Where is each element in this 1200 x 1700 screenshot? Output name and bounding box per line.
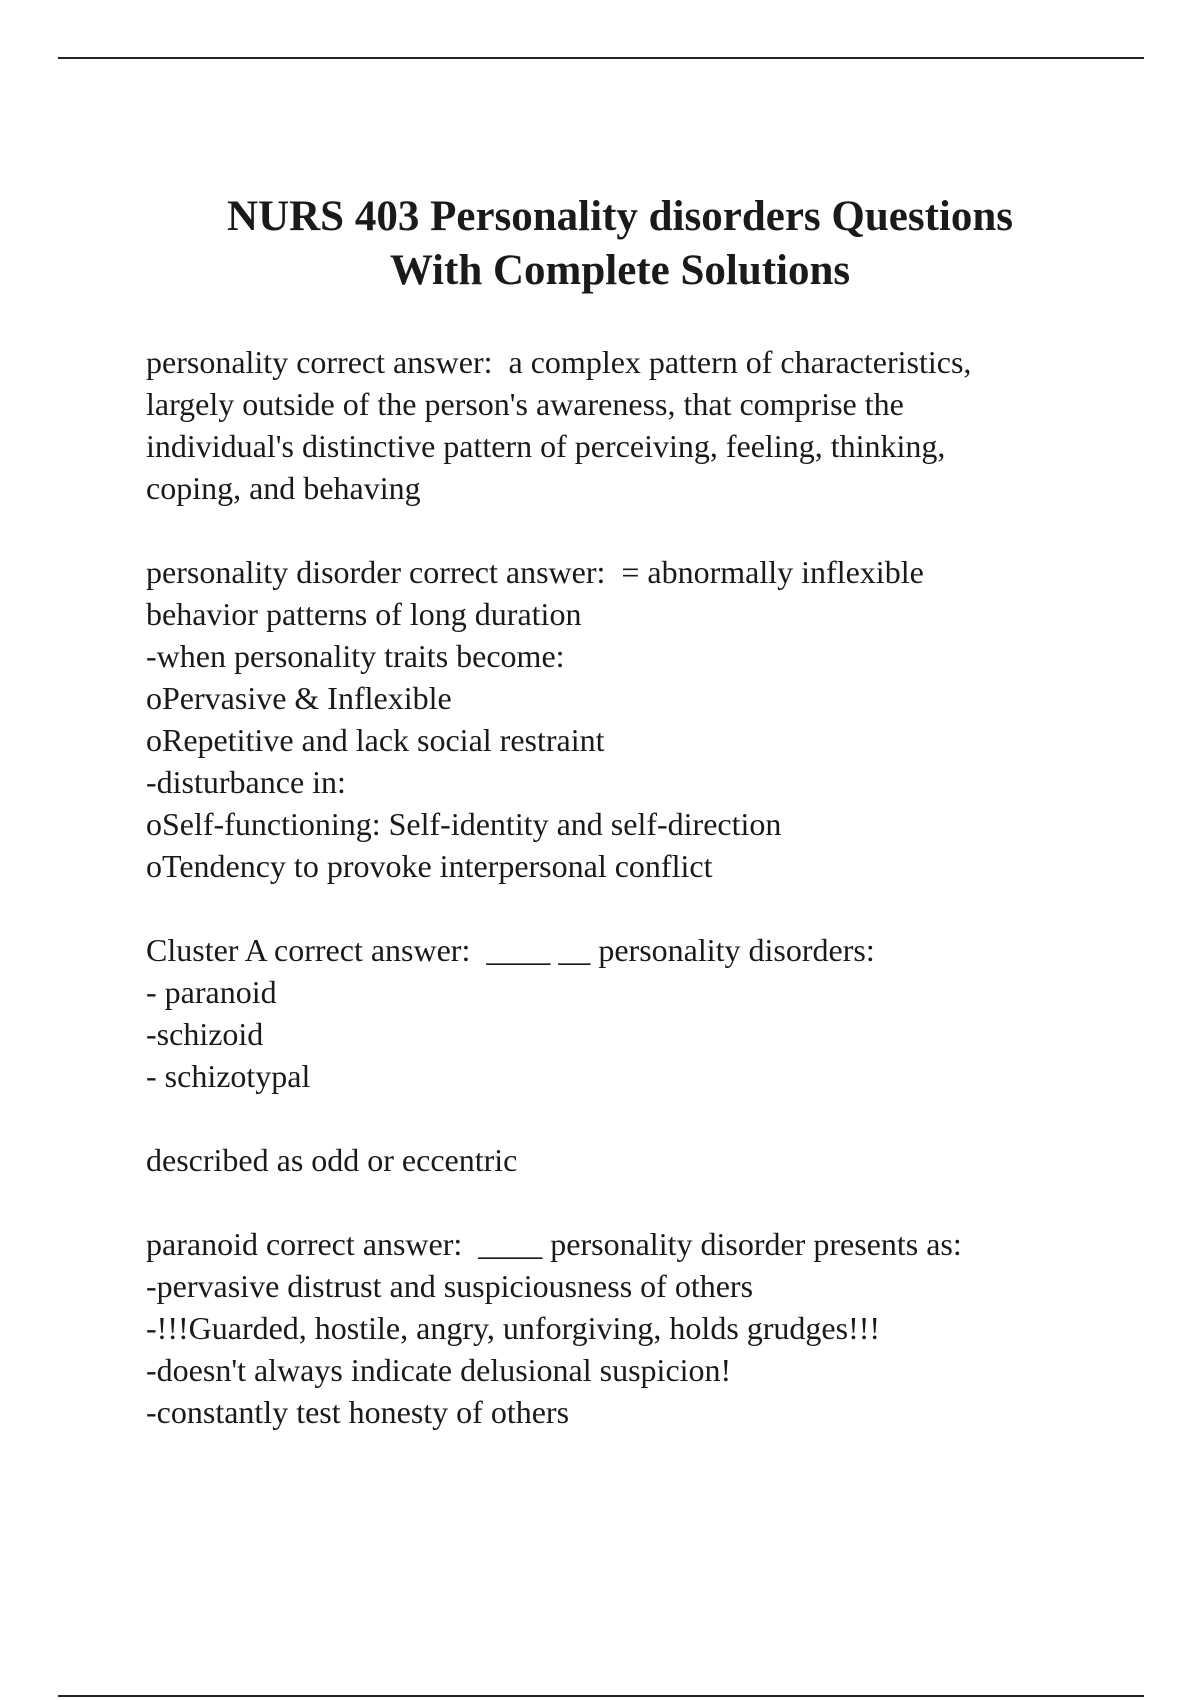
text-line: personality correct answer: a complex pattern of characteristics, (146, 344, 972, 380)
text-line: individual's distinctive pattern of perceiving, feeling, thinking, (146, 428, 946, 464)
title-line: NURS 403 Personality disorders Questions (227, 193, 1013, 240)
bottom-rule (58, 1695, 1144, 1697)
qa-entry-cluster-a-description (146, 1139, 1146, 1181)
text-line: -when personality traits become: (146, 638, 565, 674)
text-line: paranoid correct answer: ____ personality disorder presents as: (146, 1226, 962, 1262)
text-line: oPervasive & Inflexible (146, 680, 452, 716)
text-line: -!!!Guarded, hostile, angry, unforgiving, holds grudges!!! (146, 1310, 881, 1346)
qa-entry-personality (146, 341, 1146, 509)
qa-entry-paranoid (146, 1223, 1146, 1433)
text-line: - schizotypal (146, 1058, 311, 1094)
title-line: With Complete Solutions (389, 247, 851, 294)
text-line: oSelf-functioning: Self-identity and self-direction (146, 806, 782, 842)
text-line: -constantly test honesty of others (146, 1394, 570, 1430)
qa-entry-personality-disorder (146, 551, 1146, 887)
text-line: Cluster A correct answer: ____ __ personality disorders: (146, 932, 875, 968)
document-body (146, 341, 1146, 1475)
text-line: -doesn't always indicate delusional suspicion! (146, 1352, 732, 1388)
text-line: - paranoid (146, 974, 277, 1010)
top-rule (58, 57, 1144, 59)
text-line: oRepetitive and lack social restraint (146, 722, 605, 758)
text-line: described as odd or eccentric (146, 1142, 518, 1178)
document-title (0, 190, 1200, 298)
text-line: oTendency to provoke interpersonal conflict (146, 848, 713, 884)
qa-entry-cluster-a (146, 929, 1146, 1097)
text-line: largely outside of the person's awareness, that comprise the (146, 386, 904, 422)
text-line: -schizoid (146, 1016, 264, 1052)
text-line: personality disorder correct answer: = abnormally inflexible (146, 554, 924, 590)
text-line: coping, and behaving (146, 470, 421, 506)
text-line: behavior patterns of long duration (146, 596, 582, 632)
text-line: -disturbance in: (146, 764, 346, 800)
text-line: -pervasive distrust and suspiciousness of others (146, 1268, 754, 1304)
